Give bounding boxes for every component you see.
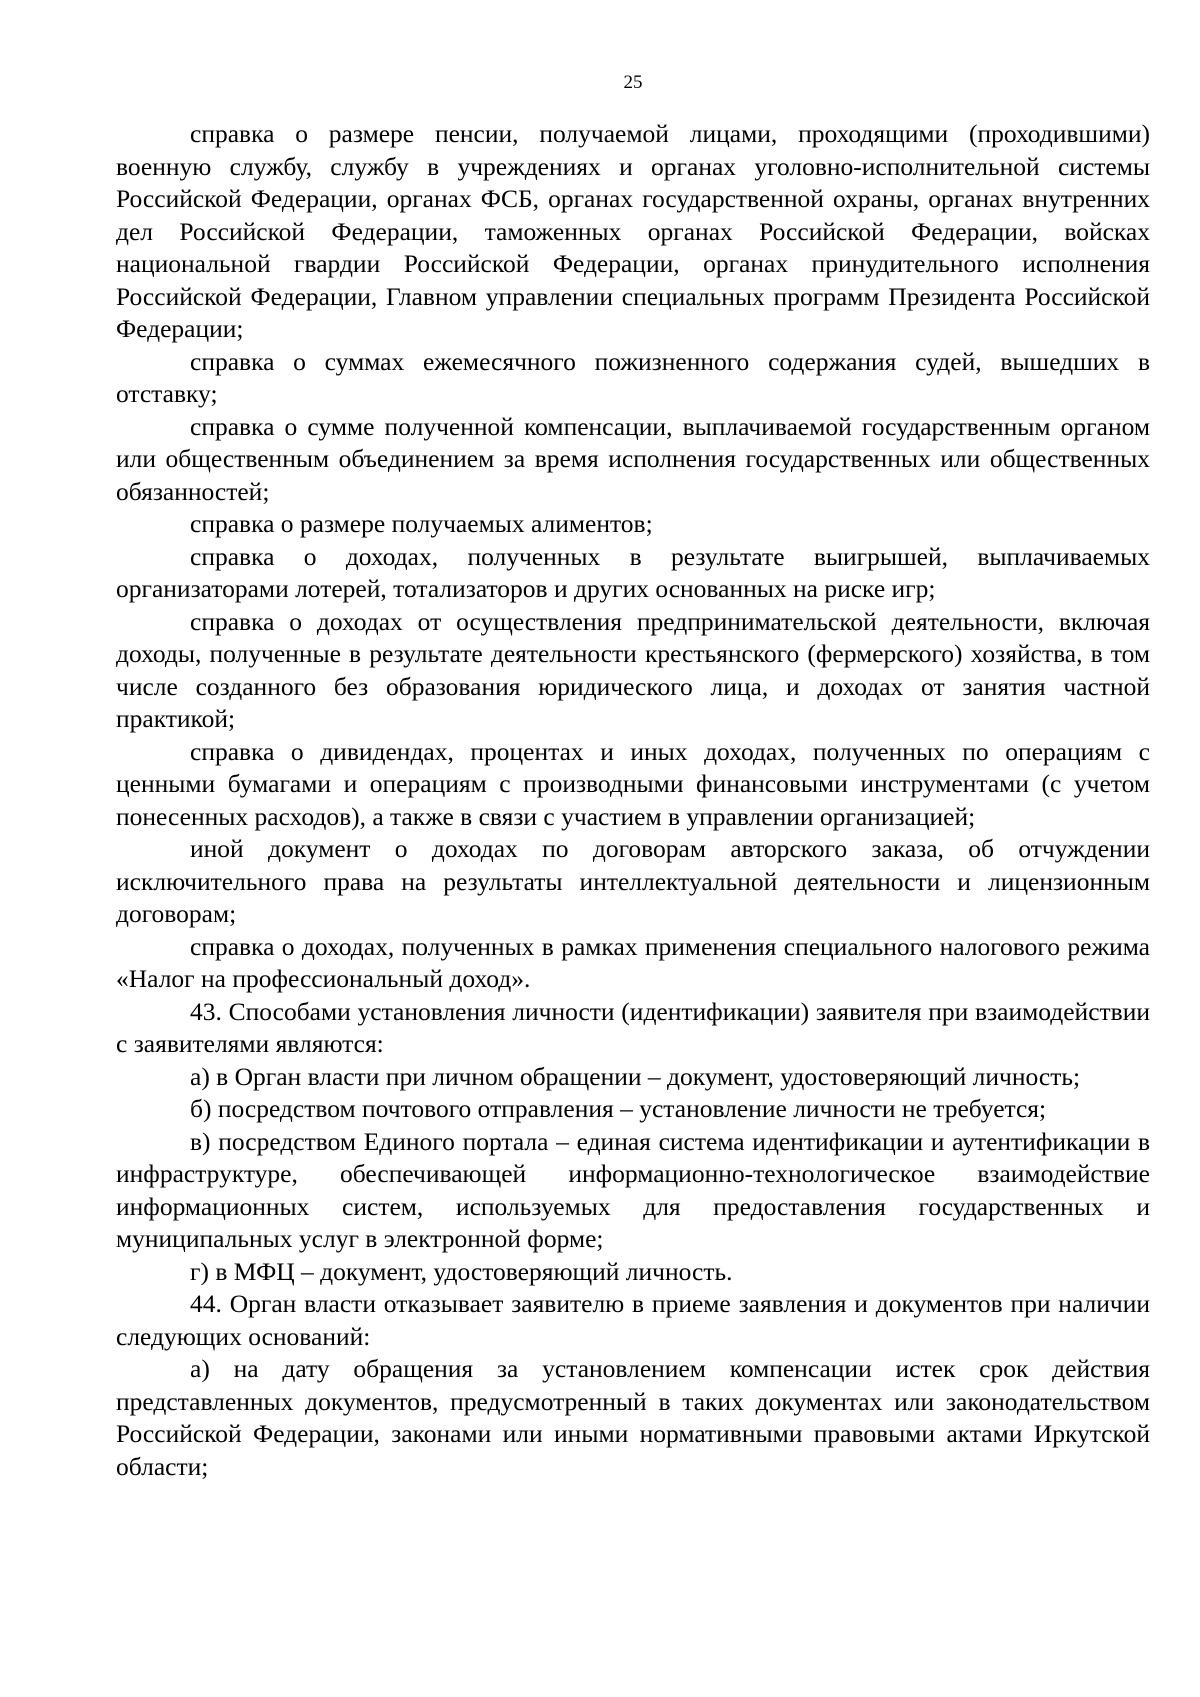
paragraph-43v: в) посредством Единого портала – единая система идентификации и аутентификации в инфраструктуре, обеспечивающей информационно-технологическое взаимодействие информационных систем, используемых для предоставления государственных и муниципальных услуг в электронной форме; xyxy=(116,1126,1150,1253)
paragraph-business-income: справка о доходах от осуществления предпринимательской деятельности, включая доходы, полученные в результате деятельности крестьянского (фермерского) хозяйства, в том числе созданного без образования юридического лица, и доходах от занятия частной практикой; xyxy=(116,606,1150,733)
paragraph-professional-income-tax: справка о доходах, полученных в рамках применения специального налогового режима «Налог на профессиональный доход». xyxy=(116,931,1150,993)
page-number: 25 xyxy=(623,72,643,93)
document-body xyxy=(116,118,1150,1483)
paragraph-43-identification: 43. Способами установления личности (идентификации) заявителя при взаимодействии с заявителями являются: xyxy=(116,996,1150,1058)
paragraph-44a: а) на дату обращения за установлением компенсации истек срок действия представленных документов, предусмотренный в таких документах или законодательством Российской Федерации, законами или иными нормативными правовыми актами Иркутской области; xyxy=(116,1354,1150,1481)
paragraph-44-refusal: 44. Орган власти отказывает заявителю в приеме заявления и документов при наличии следующих оснований: xyxy=(116,1289,1150,1351)
paragraph-43a: а) в Орган власти при личном обращении – документ, удостоверяющий личность; xyxy=(190,1061,1081,1091)
paragraph-43b: б) посредством почтового отправления – установление личности не требуется; xyxy=(190,1094,1047,1123)
paragraph-pension-certificate: справка о размере пенсии, получаемой лицами, проходящими (проходившими) военную службу, службу в учреждениях и органах уголовно-исполнительной системы Российской Федерации, органах ФСБ, органах государственной охраны, органах внутренних дел Российской Федерации, таможенных органах Российской Федерации, войсках национальной гвардии Российской Федерации, органах принудительного исполнения Российской Федерации, Главном управлении специальных программ Президента Российской Федерации; xyxy=(116,119,1150,343)
paragraph-43g: г) в МФЦ – документ, удостоверяющий личность. xyxy=(190,1256,733,1286)
paragraph-author-contracts: иной документ о доходах по договорам авторского заказа, об отчуждении исключительного права на результаты интеллектуальной деятельности и лицензионным договорам; xyxy=(116,834,1150,928)
paragraph-dividends: справка о дивидендах, процентах и иных доходах, полученных по операциям с ценными бумагами и операциям с производными финансовыми инструментами (с учетом понесенных расходов), а также в связи с участием в управлении организацией; xyxy=(116,736,1150,831)
paragraph-lottery-winnings: справка о доходах, полученных в результате выигрышей, выплачиваемых организаторами лотерей, тотализаторов и других основанных на риске игр; xyxy=(116,541,1150,603)
paragraph-alimony: справка о размере получаемых алиментов; xyxy=(190,509,653,538)
paragraph-judges-maintenance: справка о суммах ежемесячного пожизненного содержания судей, вышедших в отставку; xyxy=(116,346,1150,408)
paragraph-compensation: справка о сумме полученной компенсации, выплачиваемой государственным органом или общественным объединением за время исполнения государственных или общественных обязанностей; xyxy=(116,411,1150,506)
